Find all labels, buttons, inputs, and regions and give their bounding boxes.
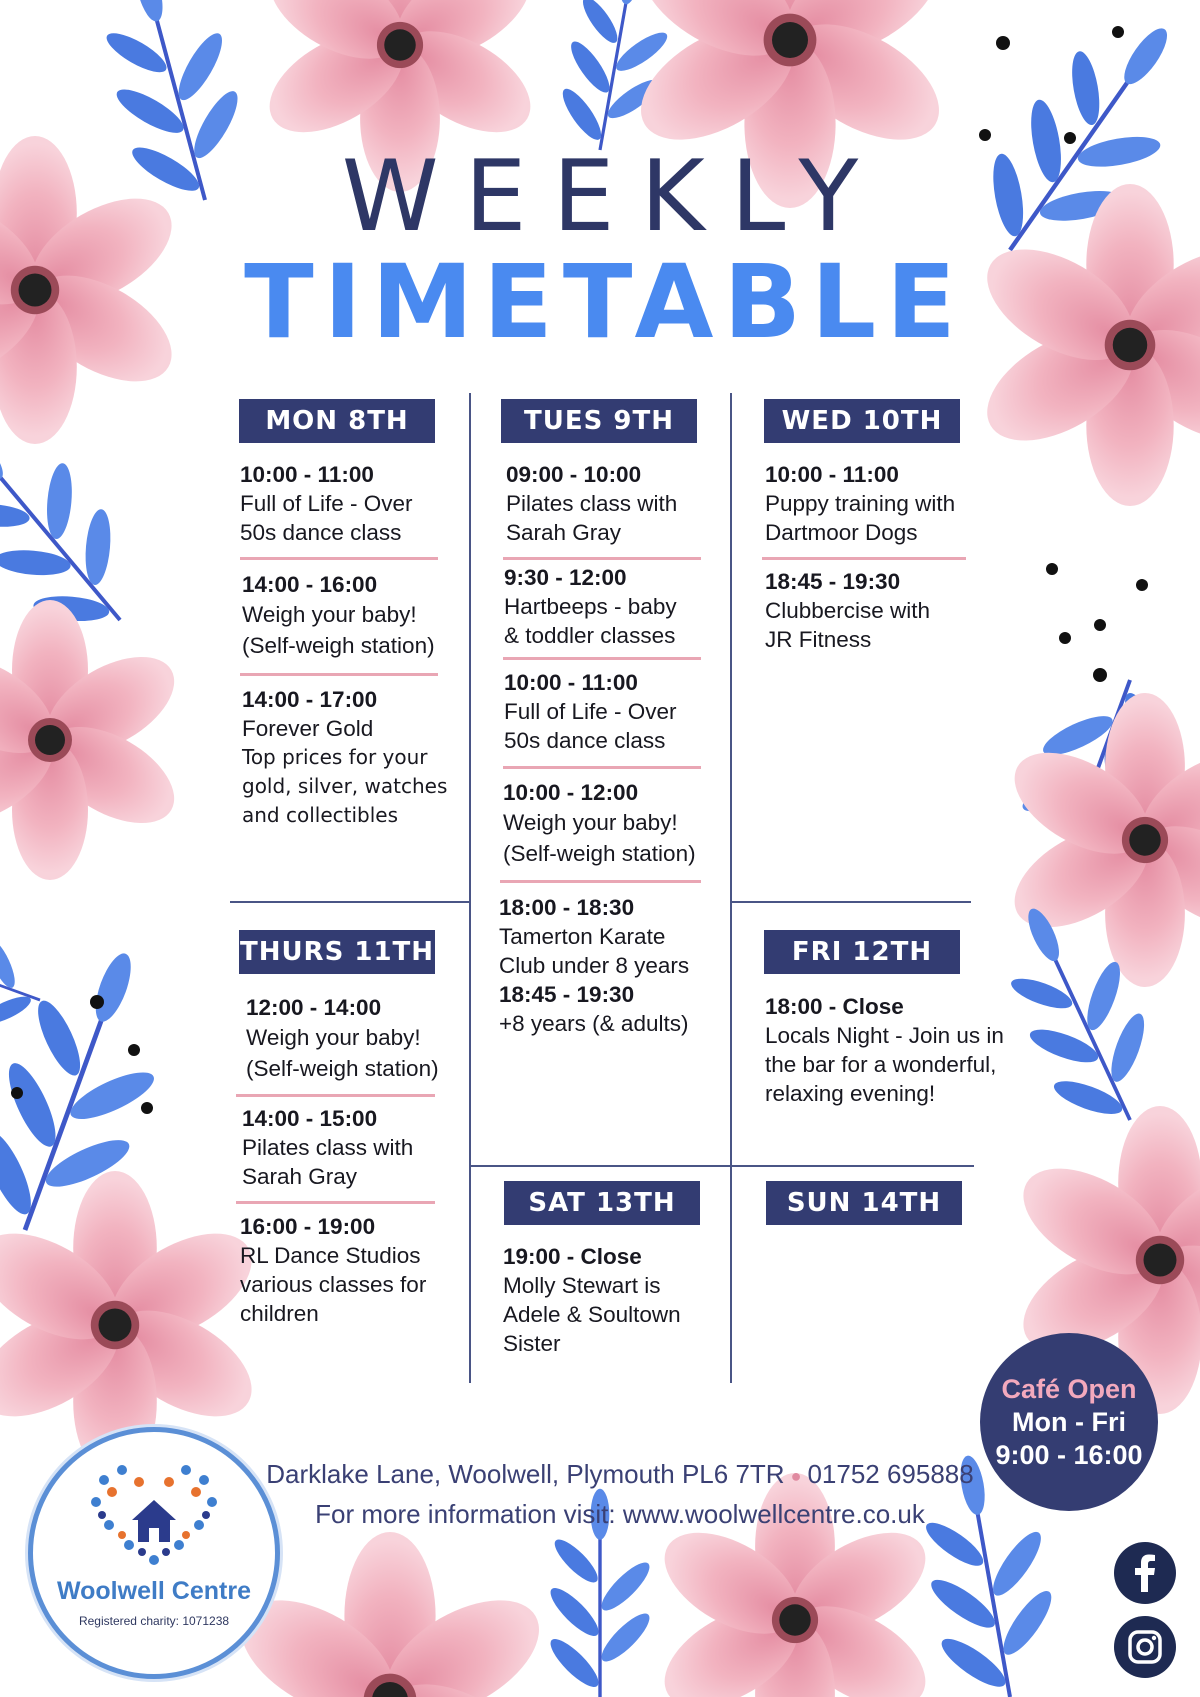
- schedule-entry: [499, 893, 714, 1038]
- title-timetable: TIMETABLE: [244, 243, 966, 362]
- entry-time: 12:00 - 14:00: [246, 995, 382, 1020]
- charity-number: Registered charity: 1071238: [78, 1614, 230, 1628]
- entry-separator: [240, 557, 438, 560]
- entry-separator: [236, 1201, 435, 1204]
- entry-time: 14:00 - 15:00: [242, 1106, 378, 1131]
- day-header-sun: SUN 14TH: [766, 1181, 962, 1225]
- day-header-thu: THURS 11TH: [239, 930, 435, 974]
- woolwell-logo: [28, 1427, 280, 1679]
- entry-description: Weigh your baby! (Self-weigh station): [242, 602, 435, 658]
- entry-time: 10:00 - 11:00: [504, 670, 638, 695]
- entry-description: Full of Life - Over 50s dance class: [240, 491, 413, 545]
- grid-divider: [470, 1165, 974, 1167]
- entry-separator: [500, 880, 701, 883]
- entry-time: 19:00 - Close: [503, 1244, 642, 1269]
- entry-time: 14:00 - 17:00: [242, 687, 378, 712]
- entry-separator: [236, 1094, 435, 1097]
- entry-description: Pilates class with Sarah Gray: [506, 491, 678, 545]
- separator-dot-icon: ●: [790, 1466, 802, 1487]
- entry-description: +8 years (& adults): [499, 1011, 689, 1036]
- grid-divider: [230, 901, 470, 903]
- schedule-entry: [765, 567, 980, 654]
- title-weekly: WEEKLY: [341, 140, 885, 254]
- entry-time: 10:00 - 11:00: [240, 462, 374, 487]
- schedule-entry: [506, 460, 716, 547]
- instagram-icon[interactable]: [1114, 1616, 1176, 1678]
- entry-time: 18:00 - Close: [765, 994, 904, 1019]
- entry-description: Weigh your baby! (Self-weigh station): [503, 810, 696, 866]
- schedule-entry: [242, 685, 452, 830]
- schedule-entry: [504, 563, 714, 650]
- phone-number[interactable]: 01752 695888: [807, 1459, 974, 1489]
- entry-description: Puppy training with Dartmoor Dogs: [765, 491, 956, 545]
- entry-description: Molly Stewart is Adele & Soultown Sister: [503, 1273, 681, 1356]
- schedule-entry: [503, 778, 713, 869]
- entry-separator: [240, 673, 438, 676]
- entry-separator: [762, 557, 966, 560]
- entry-description: Forever Gold: [242, 716, 374, 741]
- entry-description: Clubbercise with JR Fitness: [765, 598, 931, 652]
- cafe-hours: 9:00 - 16:00: [995, 1439, 1143, 1470]
- facebook-icon[interactable]: [1114, 1542, 1176, 1604]
- entry-description: Tamerton Karate Club under 8 years: [499, 924, 690, 978]
- grid-divider: [731, 901, 971, 903]
- schedule-entry: [765, 992, 1015, 1108]
- entry-time: 10:00 - 12:00: [503, 780, 639, 805]
- entry-time: 14:00 - 16:00: [242, 572, 378, 597]
- entry-subdescription: Top prices for your gold, silver, watches and collectibles: [242, 745, 448, 827]
- cafe-title: Café Open: [1001, 1373, 1137, 1404]
- entry-separator: [503, 657, 701, 660]
- schedule-entry: [503, 1242, 713, 1358]
- entry-separator: [503, 557, 701, 560]
- entry-separator: [503, 766, 701, 769]
- heart-people-icon: [84, 1460, 224, 1570]
- website-line[interactable]: For more information visit: www.woolwellcentre.co.uk: [315, 1499, 925, 1530]
- day-header-tue: TUES 9TH: [501, 399, 697, 443]
- schedule-entry: [240, 1212, 455, 1328]
- entry-time: 18:00 - 18:30: [499, 895, 635, 920]
- grid-divider: [730, 393, 732, 1383]
- schedule-entry: [242, 570, 452, 661]
- entry-time: 18:45 - 19:30: [499, 982, 635, 1007]
- day-header-fri: FRI 12TH: [764, 930, 960, 974]
- logo-name: Woolwell Centre: [56, 1577, 251, 1605]
- schedule-entry: [246, 993, 461, 1084]
- day-header-mon: MON 8TH: [239, 399, 435, 443]
- entry-description: Weigh your baby! (Self-weigh station): [246, 1025, 439, 1081]
- entry-time: 09:00 - 10:00: [506, 462, 642, 487]
- entry-description: RL Dance Studios various classes for children: [240, 1243, 427, 1326]
- day-header-wed: WED 10TH: [764, 399, 960, 443]
- facebook-glyph-icon: [1114, 1542, 1176, 1604]
- entry-time: 16:00 - 19:00: [240, 1214, 376, 1239]
- entry-time: 18:45 - 19:30: [765, 569, 901, 594]
- schedule-entry: [242, 1104, 457, 1191]
- schedule-entry: [504, 668, 714, 755]
- address-text: Darklake Lane, Woolwell, Plymouth PL6 7TR: [266, 1459, 785, 1489]
- cafe-days: Mon - Fri: [1012, 1406, 1126, 1437]
- entry-time: 9:30 - 12:00: [504, 565, 627, 590]
- day-header-sat: SAT 13TH: [504, 1181, 700, 1225]
- footer-contact: [200, 1455, 1040, 1533]
- schedule-entry: [765, 460, 980, 547]
- entry-description: Hartbeeps - baby & toddler classes: [504, 594, 677, 648]
- schedule-entry: [240, 460, 450, 547]
- entry-description: Full of Life - Over 50s dance class: [504, 699, 677, 753]
- entry-time: 10:00 - 11:00: [765, 462, 899, 487]
- entry-description: Locals Night - Join us in the bar for a wonderful, relaxing evening!: [765, 1023, 1004, 1106]
- instagram-glyph-icon: [1114, 1616, 1176, 1678]
- entry-description: Pilates class with Sarah Gray: [242, 1135, 414, 1189]
- grid-divider: [469, 393, 471, 1383]
